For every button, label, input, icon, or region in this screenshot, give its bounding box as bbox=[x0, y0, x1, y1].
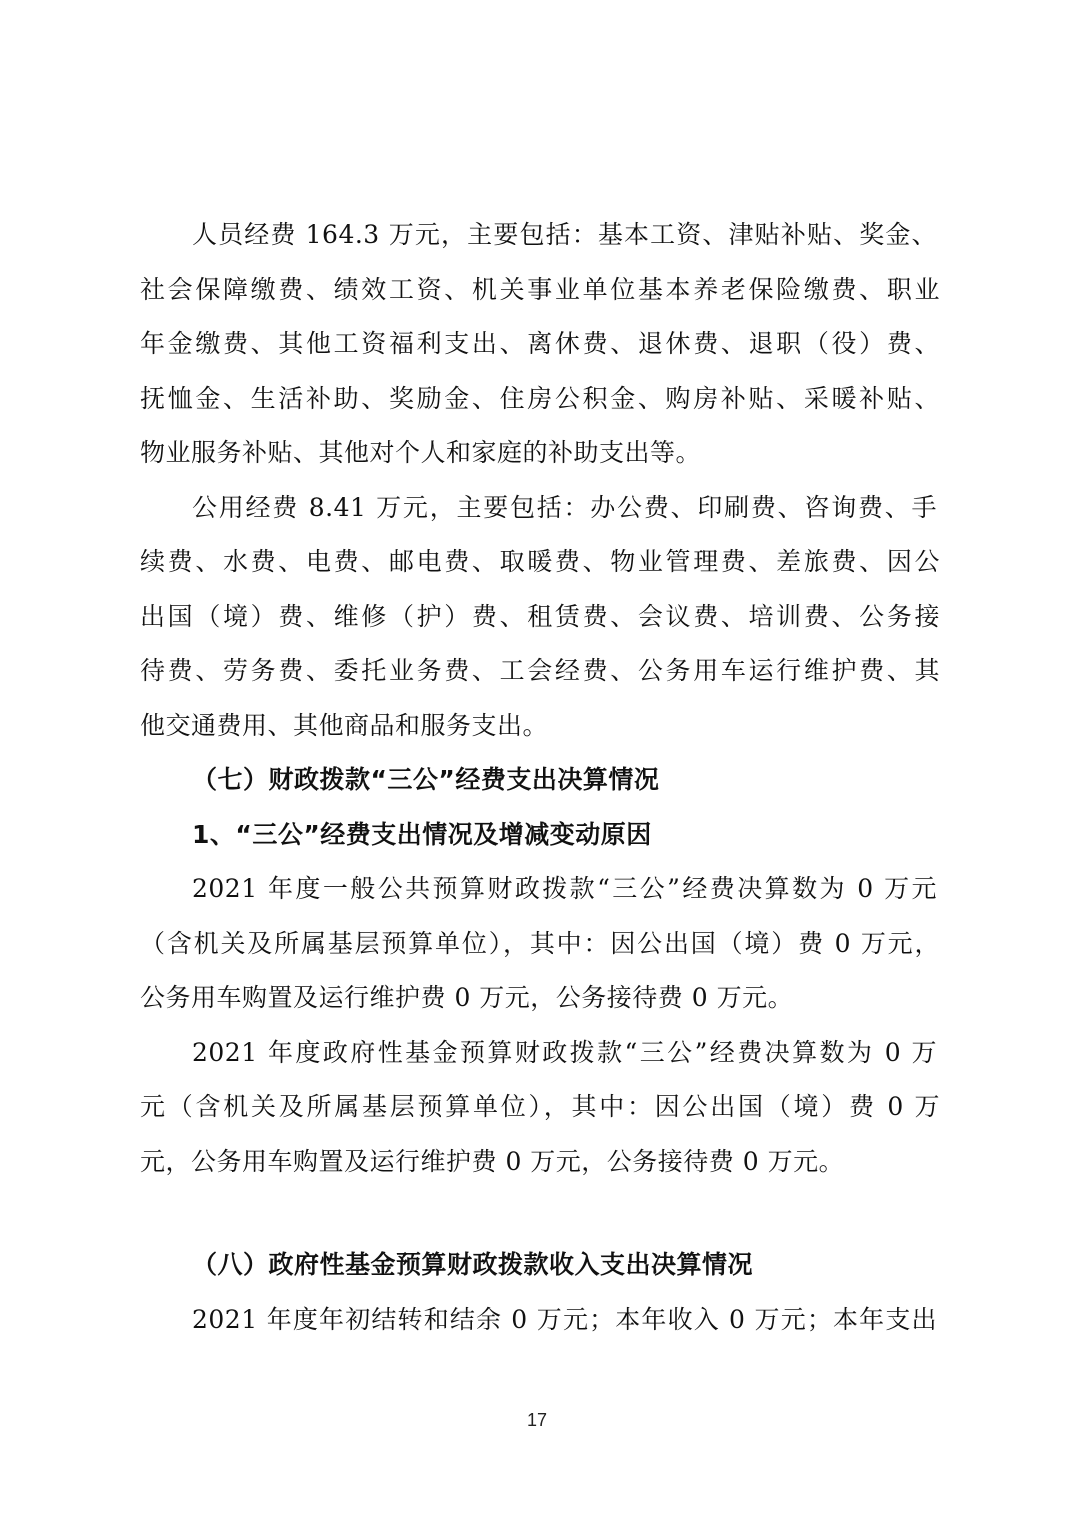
paragraph-line: 2021 年度政府性基金预算财政拨款“三公”经费决算数为 0 万 bbox=[192, 1038, 937, 1067]
paragraph-line: 年金缴费、其他工资福利支出、离休费、退休费、退职（役）费、 bbox=[140, 329, 940, 358]
paragraph-line: 社会保障缴费、绩效工资、机关事业单位基本养老保险缴费、职业 bbox=[140, 275, 940, 304]
paragraph-line: 元（含机关及所属基层预算单位），其中：因公出国（境）费 0 万 bbox=[140, 1092, 940, 1121]
paragraph-line: 元，公务用车购置及运行维护费 0 万元，公务接待费 0 万元。 bbox=[140, 1147, 845, 1176]
paragraph-line: 物业服务补贴、其他对个人和家庭的补助支出等。 bbox=[140, 438, 702, 467]
paragraph-line: 2021 年度年初结转和结余 0 万元；本年收入 0 万元；本年支出 bbox=[192, 1305, 937, 1334]
paragraph-line: 公用经费 8.41 万元，主要包括：办公费、印刷费、咨询费、手 bbox=[192, 493, 937, 522]
paragraph-line: （含机关及所属基层预算单位），其中：因公出国（境）费 0 万元， bbox=[140, 929, 940, 958]
paragraph-line: 待费、劳务费、委托业务费、工会经费、公务用车运行维护费、其 bbox=[140, 656, 940, 685]
paragraph-line: 人员经费 164.3 万元，主要包括：基本工资、津贴补贴、奖金、 bbox=[192, 220, 937, 249]
paragraph-line: 续费、水费、电费、邮电费、取暖费、物业管理费、差旅费、因公 bbox=[140, 547, 940, 576]
paragraph-line: 公务用车购置及运行维护费 0 万元，公务接待费 0 万元。 bbox=[140, 983, 794, 1012]
paragraph-line: 出国（境）费、维修（护）费、租赁费、会议费、培训费、公务接 bbox=[140, 602, 940, 631]
subsection-heading: 1、“三公”经费支出情况及增减变动原因 bbox=[192, 820, 652, 849]
paragraph-line: 他交通费用、其他商品和服务支出。 bbox=[140, 711, 549, 740]
paragraph-line: 抚恤金、生活补助、奖励金、住房公积金、购房补贴、采暖补贴、 bbox=[140, 384, 940, 413]
section-heading: （八）政府性基金预算财政拨款收入支出决算情况 bbox=[192, 1250, 754, 1279]
section-heading: （七）财政拨款“三公”经费支出决算情况 bbox=[192, 765, 660, 794]
page-number: 17 bbox=[526, 1410, 548, 1430]
paragraph-line: 2021 年度一般公共预算财政拨款“三公”经费决算数为 0 万元 bbox=[192, 874, 937, 903]
